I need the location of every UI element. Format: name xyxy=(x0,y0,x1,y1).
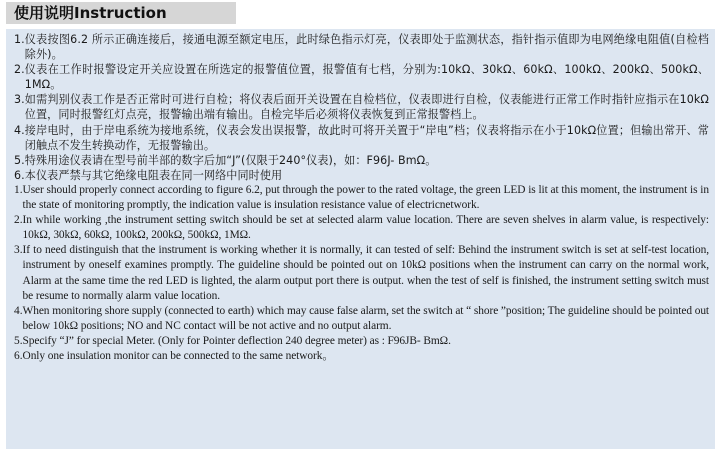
instruction-panel xyxy=(6,29,715,449)
en-item-text: User should properly connect according to figure 6.2, put through the power to the rated voltage, the green LED is lit at this moment, the instrument is in the state of monitoring promptly, the indication value is insulation resistance value of electricnetwork. xyxy=(22,183,709,212)
en-item-5 xyxy=(14,334,709,349)
en-item-number: 2. xyxy=(14,214,23,227)
cn-item-text: 仪表在工作时报警设定开关应设置在所选定的报警值位置，报警值有七档，分别为:10kΩ、30kΩ、60kΩ、100kΩ、200kΩ、500kΩ、1MΩ。 xyxy=(24,63,709,92)
cn-item-text: 接岸电时，由于岸电系统为接地系统，仪表会发出误报警，故此时可将开关置于“岸电”档；仪表将指示在小于10kΩ位置；但输出常开、常闭触点不发生转换动作，无报警输出。 xyxy=(24,123,709,152)
en-item-text: If to need distinguish that the instrument is working whether it is normally, it can tested of self: Behind the instrument switch is set at self-test location, instrument by oneself examines promptly. The guideline should be pointed out on 10kΩ positions when the instrument can carry on the normal work, Alarm at the same time the red LED is lighted, the alarm output port there is output. when the test of self is finished, the instrument setting switch must be resume to normally alarm value location. xyxy=(22,244,709,302)
en-item-number: 3. xyxy=(14,244,23,257)
cn-item-number: 2. xyxy=(14,63,25,77)
cn-item-number: 1. xyxy=(14,33,25,46)
en-item-text: When monitoring shore supply (connected to earth) which may cause false alarm, set the switch at “ shore ”position; The guideline should be pointed out below 10kΩ positions; NO and NC contact will be not active and no output alarm. xyxy=(22,304,710,332)
en-item-4 xyxy=(14,304,709,334)
en-item-text: Only one insulation monitor can be connected to the same network。 xyxy=(22,349,334,362)
cn-item-number: 3. xyxy=(14,93,25,107)
en-item-number: 4. xyxy=(14,304,23,317)
section-title: 使用说明Instruction xyxy=(6,2,236,24)
cn-item-number: 4. xyxy=(14,123,25,137)
cn-item-3 xyxy=(14,92,709,122)
en-item-text: Specify “J” for special Meter. (Only for Pointer deflection 240 degree meter) as : F96JB- BmΩ. xyxy=(22,334,451,347)
en-item-number: 5. xyxy=(14,334,23,347)
cn-item-2 xyxy=(14,62,709,92)
en-item-1 xyxy=(14,183,709,213)
cn-item-1 xyxy=(14,32,709,62)
cn-item-number: 6. xyxy=(14,168,25,182)
cn-item-number: 5. xyxy=(14,153,25,167)
cn-item-text: 特殊用途仪表请在型号前半部的数字后加“J”(仅限于240°仪表)，如：F96J- BmΩ。 xyxy=(24,153,437,167)
en-item-number: 6. xyxy=(14,349,23,362)
cn-item-6 xyxy=(14,168,709,183)
en-item-2 xyxy=(14,213,709,243)
en-item-3 xyxy=(14,243,709,303)
en-item-number: 1. xyxy=(14,183,23,196)
en-item-6 xyxy=(14,349,709,364)
cn-item-text: 如需判别仪表工作是否正常时可进行自检；将仪表后面开关设置在自检档位，仪表即进行自检，仪表能进行正常工作时指针应指示在10kΩ位置，同时报警红灯点亮，报警输出端有输出。自检完毕后必须将仪表恢复到正常报警档上。 xyxy=(24,93,709,122)
cn-item-4 xyxy=(14,123,709,153)
cn-item-5 xyxy=(14,153,709,168)
en-item-text: In while working ,the instrument setting switch should be set at selected alarm value location. There are seven shelves in alarm value, is respectively: 10kΩ, 30kΩ, 60kΩ, 100kΩ, 200kΩ, 500kΩ, 1MΩ. xyxy=(22,214,709,242)
cn-item-text: 仪表按图6.2 所示正确连接后，接通电源至额定电压，此时绿色指示灯亮，仪表即处于监测状态，指针指示值即为电网绝缘电阻值(自检档除外)。 xyxy=(24,33,709,62)
cn-item-text: 本仪表严禁与其它绝缘电阻表在同一网络中同时使用 xyxy=(24,168,283,182)
